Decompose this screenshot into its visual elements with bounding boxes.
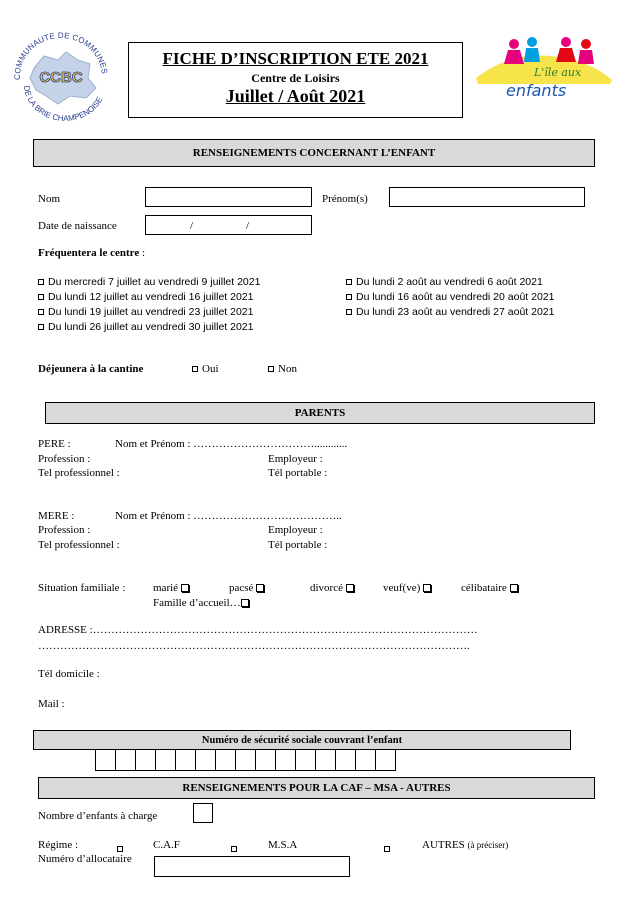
situation-famille-accueil[interactable]: Famille d’accueil… <box>153 597 249 609</box>
ssn-digit-cell[interactable] <box>255 749 276 771</box>
pere-tel-portable-label: Tél portable : <box>268 467 328 479</box>
allocataire-field[interactable] <box>154 856 350 877</box>
adresse-line-1[interactable]: ADRESSE :…………………………………………………………………………………………… <box>38 624 478 636</box>
situation-pacse[interactable]: pacsé <box>229 582 264 594</box>
mail-label: Mail : <box>38 698 65 710</box>
regime-msa-checkbox[interactable] <box>231 843 241 855</box>
birth-sep-2: / <box>246 220 250 232</box>
ssn-section-heading: Numéro de sécurité sociale couvrant l’enfant <box>33 730 571 750</box>
checkbox-icon[interactable] <box>423 584 431 592</box>
checkbox-icon[interactable] <box>38 324 44 330</box>
mere-label: MERE : <box>38 510 75 522</box>
weeks-left-column <box>38 276 260 336</box>
parents-section-heading: PARENTS <box>45 402 595 424</box>
form-title: FICHE D’INSCRIPTION ETE 2021 <box>162 49 429 68</box>
checkbox-icon[interactable] <box>346 279 352 285</box>
ssn-digit-cell[interactable] <box>175 749 196 771</box>
logo-right-bottom-text: enfants <box>506 81 567 100</box>
week-option[interactable]: Du lundi 2 août au vendredi 6 août 2021 <box>346 276 555 291</box>
ssn-digit-cell[interactable] <box>115 749 136 771</box>
ssn-digit-cell[interactable] <box>95 749 116 771</box>
cantine-non-option[interactable]: Non <box>268 363 297 375</box>
checkbox-icon[interactable] <box>346 584 354 592</box>
regime-autres-label: AUTRES (à préciser) <box>422 839 509 851</box>
ssn-digit-cell[interactable] <box>335 749 356 771</box>
ile-aux-enfants-logo <box>470 32 616 104</box>
nb-enfants-label: Nombre d’enfants à charge <box>38 810 158 822</box>
ssn-digit-cell[interactable] <box>275 749 296 771</box>
ssn-digit-cell[interactable] <box>295 749 316 771</box>
ssn-digit-cell[interactable] <box>355 749 376 771</box>
checkbox-icon[interactable] <box>192 366 198 372</box>
mere-tel-portable-label: Tél portable : <box>268 539 328 551</box>
adresse-line-2[interactable]: ………………………………………………………………………………………………………. <box>38 640 470 652</box>
checkbox-icon[interactable] <box>346 309 352 315</box>
ssn-input-grid <box>96 749 396 771</box>
checkbox-icon[interactable] <box>346 294 352 300</box>
checkbox-icon[interactable] <box>384 846 390 852</box>
checkbox-icon[interactable] <box>256 584 264 592</box>
situation-celibataire[interactable]: célibataire <box>461 582 518 594</box>
mere-employeur-label: Employeur : <box>268 524 323 536</box>
checkbox-icon[interactable] <box>510 584 518 592</box>
mere-nom-prenom[interactable]: Nom et Prénom : ………………………………….. <box>115 510 342 522</box>
frequentera-heading <box>38 247 145 259</box>
checkbox-icon[interactable] <box>268 366 274 372</box>
ssn-digit-cell[interactable] <box>215 749 236 771</box>
cantine-label: Déjeunera à la cantine <box>38 363 144 375</box>
ssn-digit-cell[interactable] <box>315 749 336 771</box>
situation-divorce[interactable]: divorcé <box>310 582 354 594</box>
checkbox-icon[interactable] <box>38 294 44 300</box>
prenom-field[interactable] <box>389 187 585 207</box>
checkbox-icon[interactable] <box>241 599 249 607</box>
week-option[interactable]: Du lundi 19 juillet au vendredi 23 juillet 2021 <box>38 306 260 321</box>
checkbox-icon[interactable] <box>38 279 44 285</box>
mere-profession-label: Profession : <box>38 524 91 536</box>
caf-section-heading: RENSEIGNEMENTS POUR LA CAF – MSA - AUTRES <box>38 777 595 799</box>
weeks-right-column <box>346 276 555 321</box>
week-option[interactable]: Du mercredi 7 juillet au vendredi 9 juillet 2021 <box>38 276 260 291</box>
week-option[interactable]: Du lundi 23 août au vendredi 27 août 2021 <box>346 306 555 321</box>
checkbox-icon[interactable] <box>231 846 237 852</box>
nom-field[interactable] <box>145 187 312 207</box>
checkbox-icon[interactable] <box>38 309 44 315</box>
ssn-digit-cell[interactable] <box>235 749 256 771</box>
regime-msa-label: M.S.A <box>268 839 298 851</box>
logo-arc-bottom: DE LA BRIE CHAMPENOISE <box>21 84 105 122</box>
situation-label: Situation familiale : <box>38 582 126 594</box>
mere-tel-pro-label: Tel professionnel : <box>38 539 120 551</box>
birth-date-field[interactable] <box>145 215 312 235</box>
birth-sep-1: / <box>190 220 194 232</box>
birth-label: Date de naissance <box>38 220 117 232</box>
pere-label: PERE : <box>38 438 71 450</box>
ssn-digit-cell[interactable] <box>155 749 176 771</box>
week-option[interactable]: Du lundi 16 août au vendredi 20 août 2021 <box>346 291 555 306</box>
frequentera-label: Fréquentera le centre <box>38 247 140 259</box>
situation-veuf[interactable]: veuf(ve) <box>383 582 431 594</box>
checkbox-icon[interactable] <box>117 846 123 852</box>
pere-employeur-label: Employeur : <box>268 453 323 465</box>
ssn-digit-cell[interactable] <box>135 749 156 771</box>
checkbox-icon[interactable] <box>181 584 189 592</box>
regime-caf-label: C.A.F <box>153 839 180 851</box>
tel-domicile-label: Tél domicile : <box>38 668 100 680</box>
week-option[interactable]: Du lundi 12 juillet au vendredi 16 juillet 2021 <box>38 291 260 306</box>
cantine-oui-option[interactable]: Oui <box>192 363 219 375</box>
prenom-label: Prénom(s) <box>322 193 368 205</box>
form-subtitle: Centre de Loisirs <box>251 71 340 85</box>
child-section-heading: RENSEIGNEMENTS CONCERNANT L’ENFANT <box>33 139 595 167</box>
svg-text:CCBC: CCBC <box>39 69 83 86</box>
regime-autres-checkbox[interactable] <box>384 843 394 855</box>
situation-marie[interactable]: marié <box>153 582 189 594</box>
pere-profession-label: Profession : <box>38 453 91 465</box>
pere-nom-prenom[interactable]: Nom et Prénom : ……………………………............ <box>115 438 348 450</box>
logo-arc-top: COMMUNAUTE DE COMMUNES <box>12 30 110 81</box>
form-period: Juillet / Août 2021 <box>225 86 366 106</box>
logo-right-top-text: L'île aux <box>534 66 582 79</box>
nb-enfants-field[interactable] <box>193 803 213 823</box>
title-box <box>128 42 463 118</box>
regime-label: Régime : <box>38 839 79 851</box>
ssn-digit-cell[interactable] <box>195 749 216 771</box>
ssn-digit-cell[interactable] <box>375 749 396 771</box>
frequentera-colon: : <box>141 247 146 259</box>
pere-tel-pro-label: Tel professionnel : <box>38 467 120 479</box>
nom-label: Nom <box>38 193 60 205</box>
allocataire-label: Numéro d’allocataire <box>38 853 132 865</box>
ccbc-logo <box>6 30 116 122</box>
week-option[interactable]: Du lundi 26 juillet au vendredi 30 juillet 2021 <box>38 321 260 336</box>
